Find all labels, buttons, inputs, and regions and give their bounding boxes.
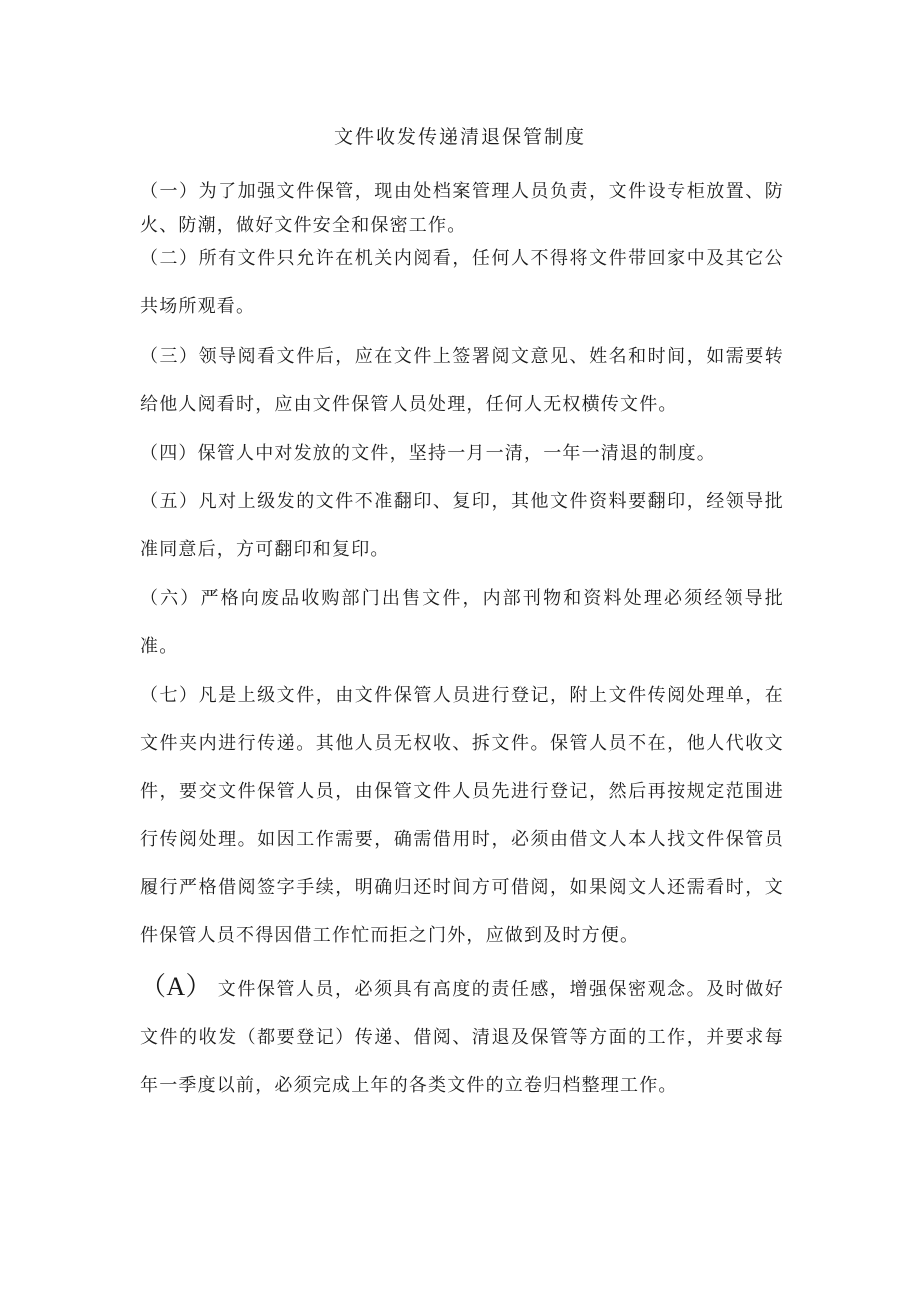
paragraph-marker: （A） xyxy=(140,972,212,1001)
paragraph-4: （四）保管人中对发放的文件，坚持一月一清，一年一清退的制度。 xyxy=(140,443,716,464)
paragraph-5: （五）凡对上级发的文件不准翻印、复印，其他文件资料要翻印，经领导批准同意后，方可翻印和复印。 xyxy=(140,491,784,560)
paragraph-2: （二）所有文件只允许在机关内阅看，任何人不得将文件带回家中及其它公共场所观看。 xyxy=(140,248,784,317)
paragraph-1: （一）为了加强文件保管，现由处档案管理人员负责，文件设专柜放置、防火、防潮，做好文件安全和保密工作。 xyxy=(140,181,784,236)
paragraph-7: （七）凡是上级文件，由文件保管人员进行登记，附上文件传阅处理单，在文件夹内进行传递。其他人员无权收、拆文件。保管人员不在，他人代收文件，要交文件保管人员，由保管文件人员先进行登记，然后再按规定范围进行传阅处理。如因工作需要，确需借用时，必须由借文人本人找文件保管员履行严格借阅签字手续，明确归还时间方可借阅，如果阅文人还需看时，文件保管人员不得因借工作忙而拒之门外，应做到及时方便。 xyxy=(140,685,784,946)
document-title: 文件收发传递清退保管制度 xyxy=(333,126,586,148)
paragraph-3: （三）领导阅看文件后，应在文件上签署阅文意见、姓名和时间，如需要转给他人阅看时，应由文件保管人员处理，任何人无权横传文件。 xyxy=(140,346,784,415)
paragraph-6: （六）严格向废品收购部门出售文件，内部刊物和资料处理必须经领导批准。 xyxy=(140,588,784,657)
paragraph-8-text: 文件保管人员，必须具有高度的责任感，增强保密观念。及时做好文件的收发（都要登记）传递、借阅、清退及保管等方面的工作，并要求每年一季度以前，必须完成上年的各类文件的立卷归档整理工作。 xyxy=(140,979,785,1096)
paragraph-8 xyxy=(140,963,784,1110)
